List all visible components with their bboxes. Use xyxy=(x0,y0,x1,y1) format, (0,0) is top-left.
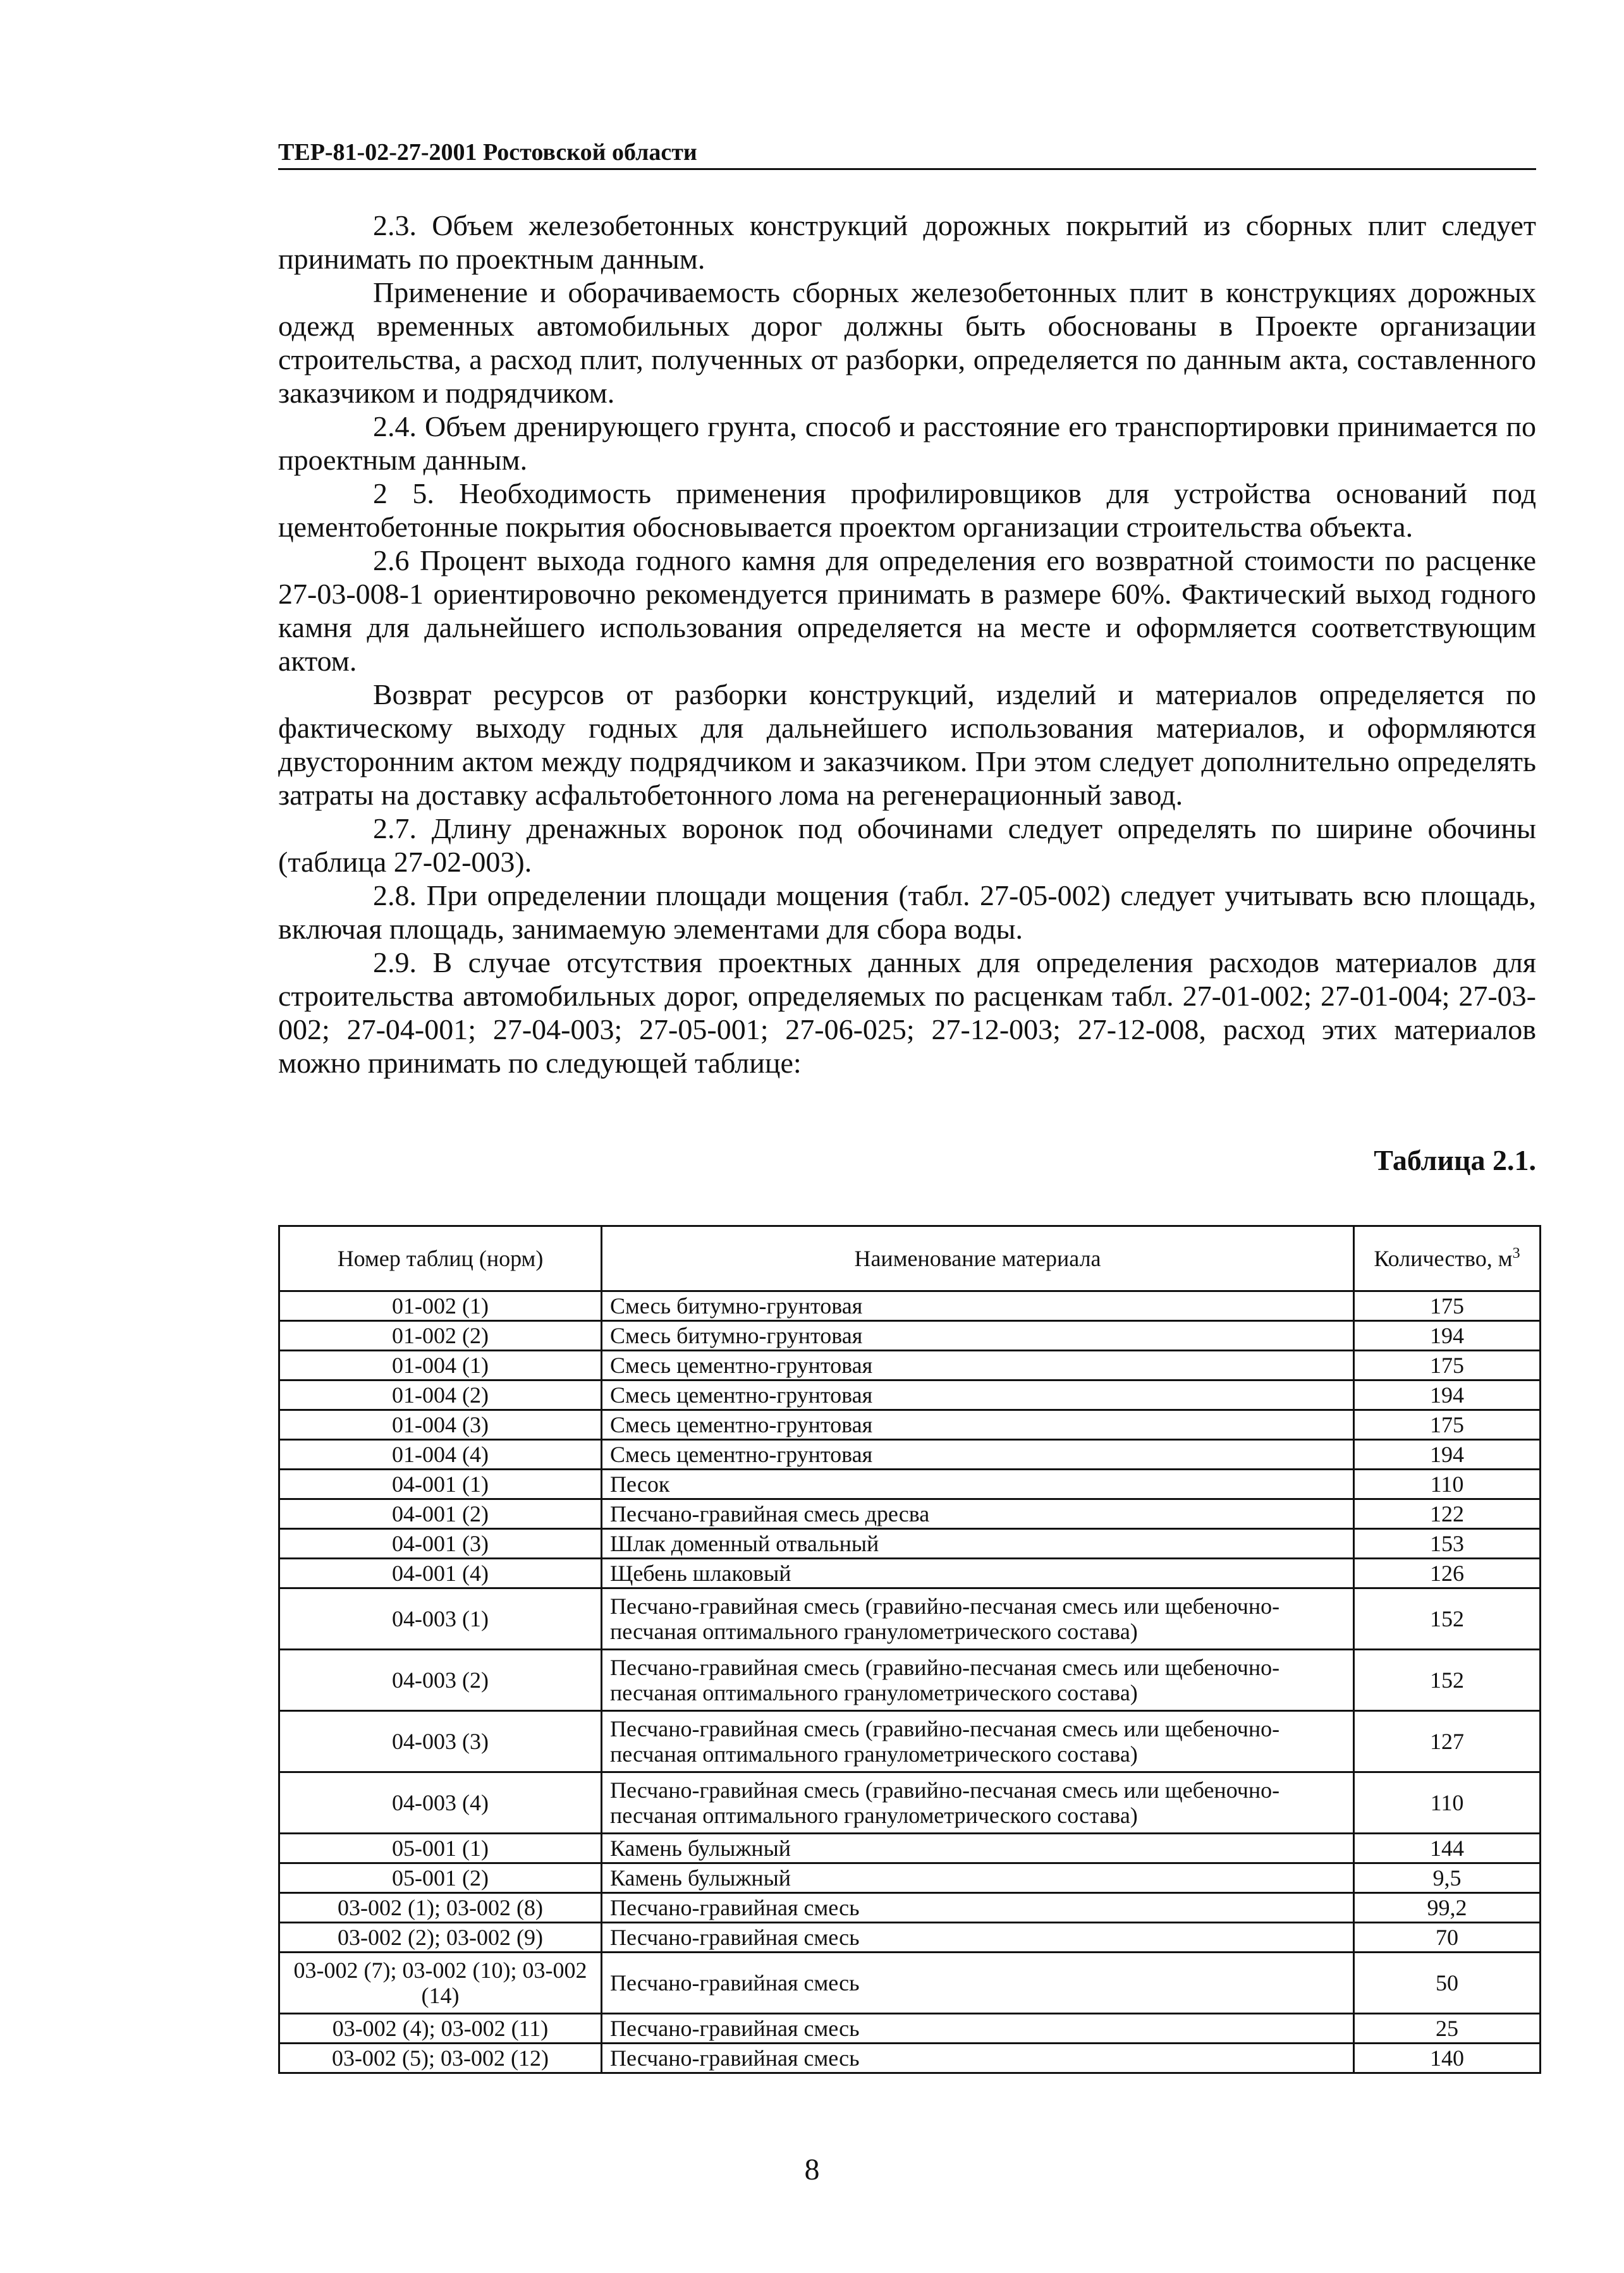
paragraph-2-8: 2.8. При определении площади мощения (табл. 27-05-002) следует учитывать всю площадь, включая площадь, занимаемую элементами для сбора воды. xyxy=(278,879,1536,945)
row-number: 04-001 (4) xyxy=(279,1559,602,1588)
row-material: Песчано-гравийная смесь (гравийно-песчаная смесь или щебеночно-песчаная оптимального гранулометрического состава) xyxy=(602,1588,1354,1650)
row-quantity: 194 xyxy=(1354,1380,1541,1410)
row-number: 04-003 (1) xyxy=(279,1588,602,1650)
row-material: Песчано-гравийная смесь xyxy=(602,2014,1354,2044)
row-quantity: 110 xyxy=(1354,1772,1541,1834)
table-row xyxy=(279,1440,1541,1470)
header-quantity-unit-power: 3 xyxy=(1512,1245,1520,1262)
row-number: 03-002 (1); 03-002 (8) xyxy=(279,1893,602,1923)
row-material: Песчано-гравийная смесь (гравийно-песчаная смесь или щебеночно-песчаная оптимального гранулометрического состава) xyxy=(602,1772,1354,1834)
row-material: Песчано-гравийная смесь xyxy=(602,1893,1354,1923)
table-row xyxy=(279,1380,1541,1410)
row-number: 01-002 (2) xyxy=(279,1321,602,1351)
row-material: Песчано-гравийная смесь xyxy=(602,1953,1354,2014)
table-row xyxy=(279,1893,1541,1923)
paragraph-resources: Возврат ресурсов от разборки конструкций, изделий и материалов определяется по фактическому выходу годных для дальнейшего использования материалов, и оформляются двусторонним актом между подрядчиком и заказчиком. При этом следует дополнительно определять затраты на доставку асфальтобетонного лома на регенерационный завод. xyxy=(278,678,1536,811)
page-number: 8 xyxy=(804,2153,820,2186)
row-number: 04-001 (3) xyxy=(279,1529,602,1559)
row-quantity: 9,5 xyxy=(1354,1863,1541,1893)
table-caption: Таблица 2.1. xyxy=(1374,1144,1536,1176)
row-number: 03-002 (4); 03-002 (11) xyxy=(279,2014,602,2044)
paragraph-2-4: 2.4. Объем дренирующего грунта, способ и расстояние его транспортировки принимается по проектным данным. xyxy=(278,410,1536,476)
paragraph-2-6: 2.6 Процент выхода годного камня для определения его возвратной стоимости по расценке 27-03-008-1 ориентировочно рекомендуется принимать в размере 60%. Фактический выход годного камня для дальнейшего использования определяется на месте и оформляется соответствующим актом. xyxy=(278,544,1536,677)
row-quantity: 110 xyxy=(1354,1470,1541,1499)
table-row xyxy=(279,1863,1541,1893)
row-number: 01-004 (1) xyxy=(279,1351,602,1380)
row-quantity: 152 xyxy=(1354,1588,1541,1650)
row-quantity: 152 xyxy=(1354,1650,1541,1711)
table-row xyxy=(279,1499,1541,1529)
table-row xyxy=(279,1559,1541,1588)
row-quantity: 50 xyxy=(1354,1953,1541,2014)
table-row xyxy=(279,1953,1541,2014)
table-row xyxy=(279,2014,1541,2044)
row-material: Песчано-гравийная смесь (гравийно-песчаная смесь или щебеночно-песчаная оптимального гранулометрического состава) xyxy=(602,1711,1354,1772)
row-number: 04-003 (3) xyxy=(279,1711,602,1772)
row-material: Смесь битумно-грунтовая xyxy=(602,1321,1354,1351)
row-number: 04-001 (1) xyxy=(279,1470,602,1499)
row-material: Песчано-гравийная смесь xyxy=(602,1923,1354,1953)
paragraph-2-3: 2.3. Объем железобетонных конструкций дорожных покрытий из сборных плит следует принимать по проектным данным. xyxy=(278,209,1536,275)
row-quantity: 175 xyxy=(1354,1410,1541,1440)
header-number: Номер таблиц (норм) xyxy=(279,1226,602,1291)
row-material: Смесь цементно-грунтовая xyxy=(602,1351,1354,1380)
row-quantity: 144 xyxy=(1354,1834,1541,1863)
row-material: Смесь цементно-грунтовая xyxy=(602,1440,1354,1470)
table-row xyxy=(279,1834,1541,1863)
row-quantity: 99,2 xyxy=(1354,1893,1541,1923)
paragraph-2-5: 2 5. Необходимость применения профилировщиков для устройства оснований под цементобетонные покрытия обосновывается проектом организации строительства объекта. xyxy=(278,477,1536,543)
table-row xyxy=(279,1711,1541,1772)
row-quantity: 122 xyxy=(1354,1499,1541,1529)
row-material: Песчано-гравийная смесь (гравийно-песчаная смесь или щебеночно-песчаная оптимального гранулометрического состава) xyxy=(602,1650,1354,1711)
table-row xyxy=(279,1650,1541,1711)
row-quantity: 194 xyxy=(1354,1321,1541,1351)
table-row xyxy=(279,1291,1541,1321)
row-material: Шлак доменный отвальный xyxy=(602,1529,1354,1559)
table-row xyxy=(279,2044,1541,2073)
document-header xyxy=(278,138,1536,170)
row-quantity: 140 xyxy=(1354,2044,1541,2073)
table-row xyxy=(279,1772,1541,1834)
row-number: 04-001 (2) xyxy=(279,1499,602,1529)
row-quantity: 126 xyxy=(1354,1559,1541,1588)
row-quantity: 25 xyxy=(1354,2014,1541,2044)
body-text xyxy=(278,209,1536,1080)
row-number: 01-004 (3) xyxy=(279,1410,602,1440)
table-row xyxy=(279,1923,1541,1953)
row-quantity: 70 xyxy=(1354,1923,1541,1953)
row-quantity: 127 xyxy=(1354,1711,1541,1772)
row-material: Песчано-гравийная смесь xyxy=(602,2044,1354,2073)
row-material: Смесь битумно-грунтовая xyxy=(602,1291,1354,1321)
table-row xyxy=(279,1529,1541,1559)
header-quantity-label: Количество, м xyxy=(1374,1246,1513,1271)
row-number: 01-002 (1) xyxy=(279,1291,602,1321)
row-material: Песок xyxy=(602,1470,1354,1499)
header-name: Наименование материала xyxy=(602,1226,1354,1291)
table-row xyxy=(279,1410,1541,1440)
document-code: ТЕР-81-02-27-2001 Ростовской области xyxy=(278,139,697,166)
row-number: 01-004 (4) xyxy=(279,1440,602,1470)
row-material: Щебень шлаковый xyxy=(602,1559,1354,1588)
row-number: 04-003 (4) xyxy=(279,1772,602,1834)
row-material: Смесь цементно-грунтовая xyxy=(602,1410,1354,1440)
table-header-row xyxy=(279,1226,1541,1291)
row-quantity: 194 xyxy=(1354,1440,1541,1470)
row-number: 03-002 (5); 03-002 (12) xyxy=(279,2044,602,2073)
table-row xyxy=(279,1470,1541,1499)
paragraph-2-9: 2.9. В случае отсутствия проектных данных для определения расходов материалов для строительства автомобильных дорог, определяемых по расценкам табл. 27-01-002; 27-01-004; 27-03-002; 27-04-001; 27-04-003; 27-05-001; 27-06-025; 27-12-003; 27-12-008, расход этих материалов можно принимать по следующей таблице: xyxy=(278,946,1536,1079)
table-row xyxy=(279,1321,1541,1351)
materials-table xyxy=(278,1225,1541,2074)
row-number: 04-003 (2) xyxy=(279,1650,602,1711)
row-number: 05-001 (2) xyxy=(279,1863,602,1893)
row-material: Камень булыжный xyxy=(602,1863,1354,1893)
row-quantity: 175 xyxy=(1354,1351,1541,1380)
row-material: Песчано-гравийная смесь дресва xyxy=(602,1499,1354,1529)
table-row xyxy=(279,1588,1541,1650)
row-number: 03-002 (7); 03-002 (10); 03-002 (14) xyxy=(279,1953,602,2014)
header-quantity xyxy=(1354,1226,1541,1291)
row-number: 01-004 (2) xyxy=(279,1380,602,1410)
row-material: Смесь цементно-грунтовая xyxy=(602,1380,1354,1410)
row-material: Камень булыжный xyxy=(602,1834,1354,1863)
row-number: 05-001 (1) xyxy=(279,1834,602,1863)
row-quantity: 175 xyxy=(1354,1291,1541,1321)
paragraph-plates: Применение и оборачиваемость сборных железобетонных плит в конструкциях дорожных одежд временных автомобильных дорог должны быть обоснованы в Проекте организации строительства, а расход плит, полученных от разборки, определяется по данным акта, составленного заказчиком и подрядчиком. xyxy=(278,276,1536,409)
table-body xyxy=(279,1291,1541,2073)
paragraph-2-7: 2.7. Длину дренажных воронок под обочинами следует определять по ширине обочины (таблица 27-02-003). xyxy=(278,812,1536,878)
row-quantity: 153 xyxy=(1354,1529,1541,1559)
table-row xyxy=(279,1351,1541,1380)
row-number: 03-002 (2); 03-002 (9) xyxy=(279,1923,602,1953)
